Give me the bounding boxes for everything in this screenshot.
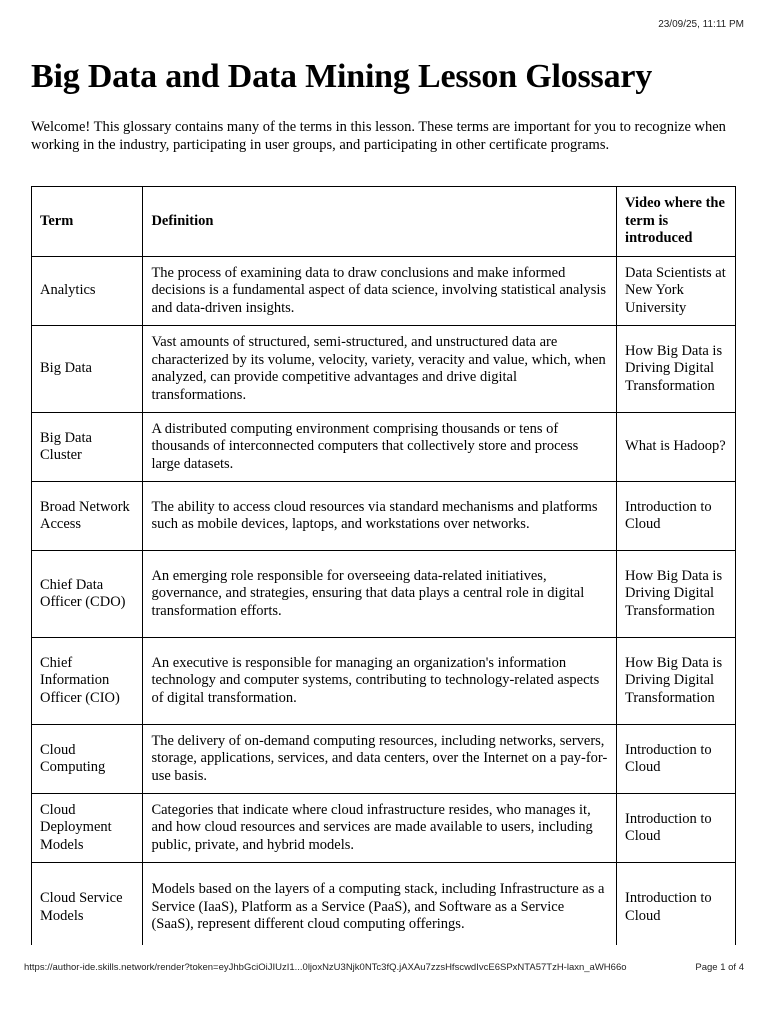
page-title: Big Data and Data Mining Lesson Glossary bbox=[31, 58, 653, 95]
table-row bbox=[32, 638, 736, 725]
term-cell: Cloud Computing bbox=[32, 725, 143, 794]
definition-cell: Categories that indicate where cloud infrastructure resides, who manages it, and how cloud resources and services are made available to users, including public, private, and hybrid models. bbox=[143, 794, 617, 863]
header-video: Video where the term is introduced bbox=[617, 187, 736, 257]
term-cell: Chief Information Officer (CIO) bbox=[32, 638, 143, 725]
intro-paragraph: Welcome! This glossary contains many of the terms in this lesson. These terms are important for you to recognize when working in the industry, participating in user groups, and participating in other certificate programs. bbox=[31, 119, 726, 153]
definition-cell: An executive is responsible for managing an organization's information technology and computer systems, contributing to technology-related aspects of digital transformation. bbox=[143, 638, 617, 725]
table-row bbox=[32, 794, 736, 863]
print-footer-url: https://author-ide.skills.network/render?token=eyJhbGciOiJIUzI1...0ljoxNzU3Njk0NTc3fQ.jAXAu7zzsHfscwdIvcE6SPxNTA57TzH-laxn_aWH66o bbox=[24, 962, 627, 973]
table-row bbox=[32, 482, 736, 551]
definition-cell: Vast amounts of structured, semi-structured, and unstructured data are characterized by its volume, velocity, variety, veracity and value, which, when analyzed, can provide competitive advantages and drive digital transformations. bbox=[143, 326, 617, 413]
header-definition: Definition bbox=[143, 187, 617, 257]
term-cell: Cloud Deployment Models bbox=[32, 794, 143, 863]
table-header-row bbox=[32, 187, 736, 257]
video-cell: How Big Data is Driving Digital Transformation bbox=[617, 638, 736, 725]
definition-cell: An emerging role responsible for overseeing data-related initiatives, governance, and strategies, ensuring that data plays a central role in digital transformation efforts. bbox=[143, 551, 617, 638]
table-row bbox=[32, 326, 736, 413]
table-row bbox=[32, 863, 736, 953]
page-number: Page 1 of 4 bbox=[695, 962, 744, 973]
term-cell: Broad Network Access bbox=[32, 482, 143, 551]
table-row bbox=[32, 725, 736, 794]
definition-cell: The delivery of on-demand computing resources, including networks, servers, storage, applications, services, and data centers, over the Internet on a pay-for-use basis. bbox=[143, 725, 617, 794]
table-row bbox=[32, 413, 736, 482]
video-cell: How Big Data is Driving Digital Transformation bbox=[617, 551, 736, 638]
video-cell: Introduction to Cloud bbox=[617, 863, 736, 953]
term-cell: Cloud Service Models bbox=[32, 863, 143, 953]
video-cell: Introduction to Cloud bbox=[617, 725, 736, 794]
definition-cell: The ability to access cloud resources via standard mechanisms and platforms such as mobile devices, laptops, and workstations over networks. bbox=[143, 482, 617, 551]
video-cell: What is Hadoop? bbox=[617, 413, 736, 482]
term-cell: Big Data Cluster bbox=[32, 413, 143, 482]
page-bottom-margin bbox=[0, 945, 768, 1024]
table-row bbox=[32, 257, 736, 326]
glossary-table bbox=[31, 186, 736, 953]
term-cell: Chief Data Officer (CDO) bbox=[32, 551, 143, 638]
definition-cell: The process of examining data to draw conclusions and make informed decisions is a fundamental aspect of data science, involving statistical analysis and data-driven insights. bbox=[143, 257, 617, 326]
header-term: Term bbox=[32, 187, 143, 257]
video-cell: Introduction to Cloud bbox=[617, 794, 736, 863]
video-cell: How Big Data is Driving Digital Transformation bbox=[617, 326, 736, 413]
print-datetime: 23/09/25, 11:11 PM bbox=[658, 19, 744, 30]
definition-cell: A distributed computing environment comprising thousands or tens of thousands of interconnected computers that collectively store and process large datasets. bbox=[143, 413, 617, 482]
video-cell: Introduction to Cloud bbox=[617, 482, 736, 551]
term-cell: Big Data bbox=[32, 326, 143, 413]
video-cell: Data Scientists at New York University bbox=[617, 257, 736, 326]
table-row bbox=[32, 551, 736, 638]
term-cell: Analytics bbox=[32, 257, 143, 326]
definition-cell: Models based on the layers of a computing stack, including Infrastructure as a Service (IaaS), Platform as a Service (PaaS), and Software as a Service (SaaS), represent different cloud computing offerings. bbox=[143, 863, 617, 953]
